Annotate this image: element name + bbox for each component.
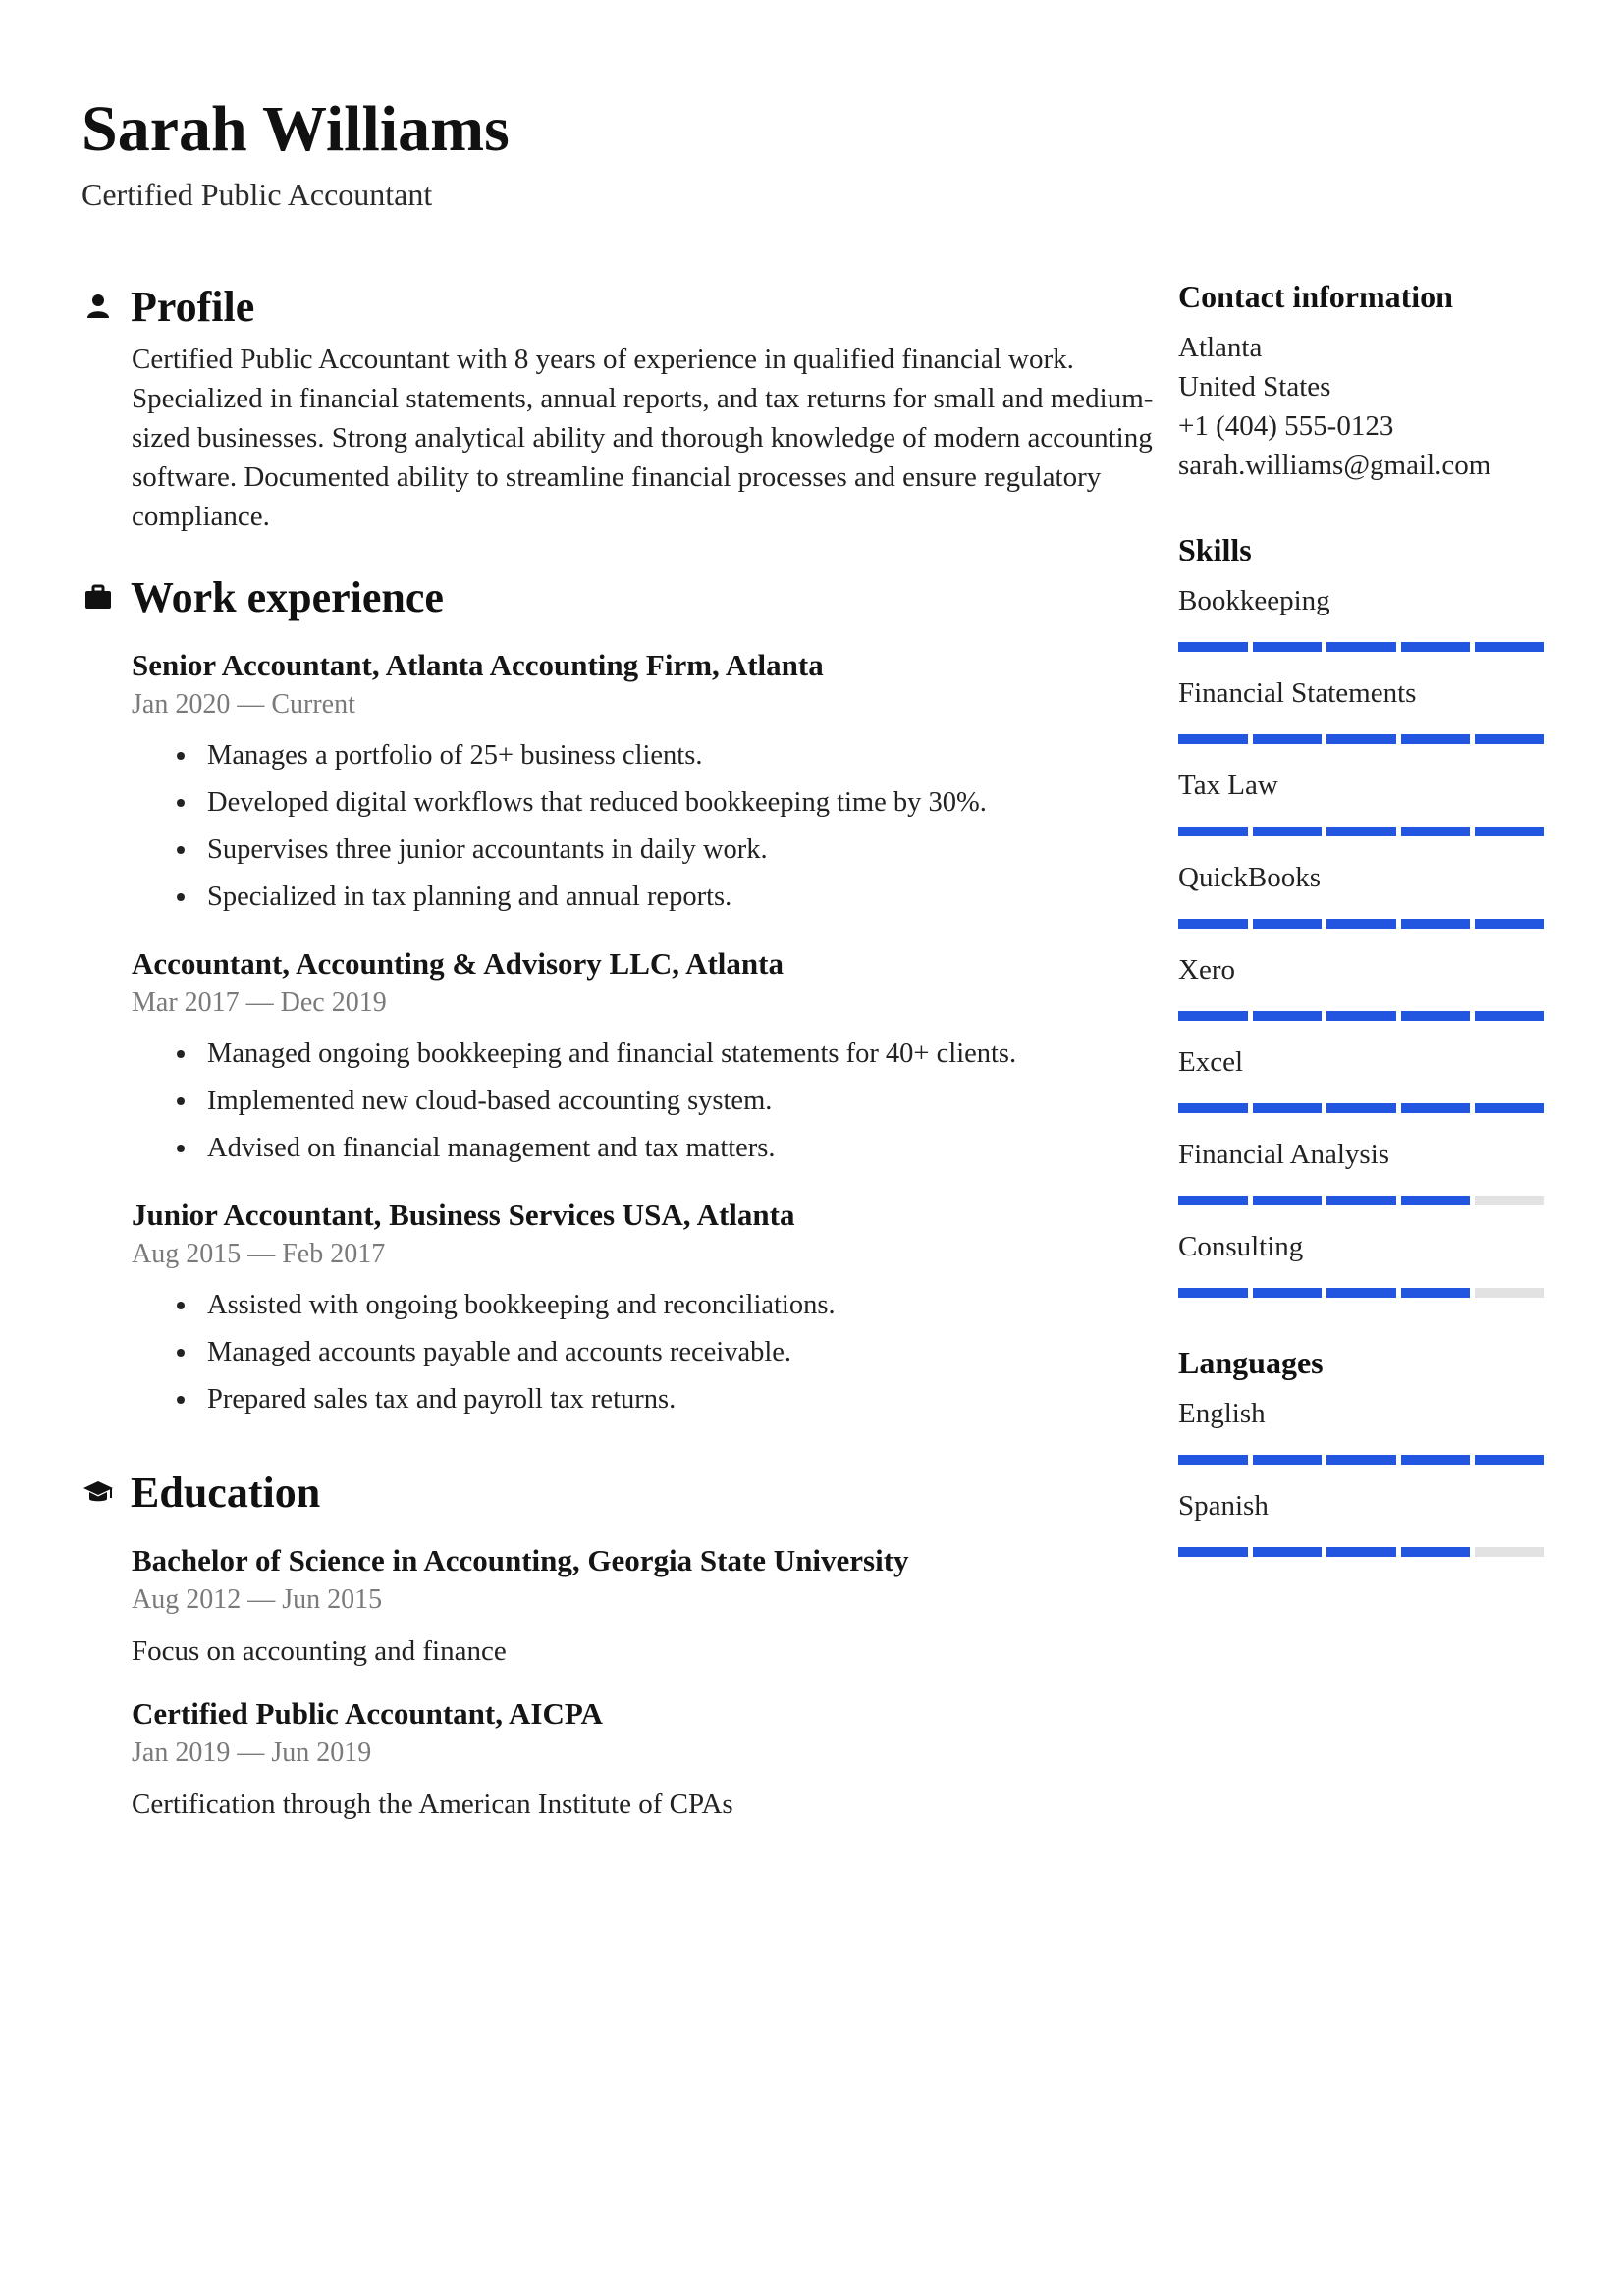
level-segment <box>1253 1547 1323 1557</box>
languages-heading: Languages <box>1178 1345 1324 1380</box>
language-item <box>1178 1394 1544 1465</box>
level-segment <box>1401 1103 1471 1113</box>
section-title: Profile <box>131 282 255 331</box>
level-segment <box>1253 1455 1323 1465</box>
level-segment <box>1475 1011 1544 1021</box>
level-segment <box>1401 734 1471 744</box>
level-bar <box>1178 1288 1544 1298</box>
profile-section <box>81 275 1154 536</box>
languages-section <box>1178 1343 1544 1557</box>
level-bar <box>1178 1547 1544 1557</box>
skills-section <box>1178 530 1544 1298</box>
bullet-text: Managed ongoing bookkeeping and financial statements for 40+ clients. <box>207 1039 1017 1069</box>
level-segment <box>1326 1455 1396 1465</box>
skill-item <box>1178 581 1544 652</box>
languages-list <box>1178 1394 1544 1557</box>
job-bullets <box>132 732 1122 921</box>
skill-item <box>1178 1135 1544 1205</box>
bullet-text: Advised on financial management and tax matters. <box>207 1133 776 1163</box>
level-segment <box>1475 734 1544 744</box>
main-column <box>81 275 1154 1824</box>
level-bar <box>1178 1196 1544 1205</box>
job-bullets <box>132 1282 1122 1423</box>
bullet-item <box>132 1078 1122 1125</box>
resume-header <box>81 90 510 214</box>
level-segment <box>1253 1196 1323 1205</box>
level-segment <box>1326 827 1396 836</box>
level-bar <box>1178 919 1544 929</box>
level-bar <box>1178 1103 1544 1113</box>
level-bar <box>1178 642 1544 652</box>
person-icon <box>81 290 115 323</box>
bullet-dot-icon <box>177 1050 185 1058</box>
level-segment <box>1401 1196 1471 1205</box>
level-name: QuickBooks <box>1178 862 1321 893</box>
bullet-text: Specialized in tax planning and annual reports. <box>207 881 732 912</box>
level-segment <box>1253 1103 1323 1113</box>
level-segment <box>1401 1011 1471 1021</box>
level-segment <box>1253 827 1323 836</box>
section-title: Work experience <box>131 572 444 621</box>
education-heading <box>81 1461 1122 1523</box>
skill-item <box>1178 673 1544 744</box>
job-bullets <box>132 1031 1122 1172</box>
bullet-item <box>132 779 1122 827</box>
level-segment <box>1178 1455 1248 1465</box>
level-segment <box>1401 919 1471 929</box>
skills-list <box>1178 581 1544 1298</box>
education-dates: Jan 2019 — Jun 2019 <box>132 1737 372 1768</box>
job-dates: Jan 2020 — Current <box>132 689 355 720</box>
contact-heading: Contact information <box>1178 279 1453 314</box>
level-name: English <box>1178 1398 1266 1429</box>
contact-email: sarah.williams@gmail.com <box>1178 450 1491 481</box>
level-segment <box>1326 642 1396 652</box>
education-list <box>132 1541 1122 1824</box>
skill-item <box>1178 950 1544 1021</box>
bullet-dot-icon <box>177 846 185 854</box>
level-segment <box>1401 642 1471 652</box>
bullet-item <box>132 732 1122 779</box>
level-segment <box>1475 919 1544 929</box>
education-description: Certification through the American Institute of CPAs <box>132 1789 733 1820</box>
section-title: Education <box>131 1468 321 1517</box>
education-section <box>81 1461 1122 1824</box>
bullet-dot-icon <box>177 1396 185 1404</box>
job-entry <box>132 646 1122 921</box>
skill-item <box>1178 1227 1544 1298</box>
bullet-dot-icon <box>177 1302 185 1309</box>
skill-item <box>1178 858 1544 929</box>
bullet-dot-icon <box>177 1145 185 1152</box>
level-name: Consulting <box>1178 1231 1304 1262</box>
level-segment <box>1253 642 1323 652</box>
level-name: Xero <box>1178 954 1235 986</box>
bullet-item <box>132 874 1122 921</box>
contact-phone: +1 (404) 555-0123 <box>1178 410 1394 442</box>
job-entry <box>132 1196 1122 1423</box>
level-segment <box>1253 734 1323 744</box>
level-segment <box>1178 734 1248 744</box>
level-segment <box>1475 1103 1544 1113</box>
level-segment <box>1326 1288 1396 1298</box>
job-dates: Aug 2015 — Feb 2017 <box>132 1239 386 1269</box>
bullet-text: Developed digital workflows that reduced bookkeeping time by 30%. <box>207 787 987 818</box>
level-name: Spanish <box>1178 1490 1269 1522</box>
level-segment <box>1326 1547 1396 1557</box>
contact-city: Atlanta <box>1178 332 1263 363</box>
bullet-text: Managed accounts payable and accounts receivable. <box>207 1337 792 1367</box>
bullet-item <box>132 1329 1122 1376</box>
bullet-dot-icon <box>177 1349 185 1357</box>
job-entry <box>132 944 1122 1172</box>
level-bar <box>1178 734 1544 744</box>
sidebar <box>1178 275 1544 1578</box>
bullet-text: Supervises three junior accountants in daily work. <box>207 834 768 865</box>
level-segment <box>1253 1011 1323 1021</box>
level-segment <box>1475 642 1544 652</box>
contact-country: United States <box>1178 371 1331 402</box>
work-section <box>81 565 1122 1423</box>
skill-item <box>1178 766 1544 836</box>
level-segment <box>1401 1547 1471 1557</box>
level-segment <box>1401 1288 1471 1298</box>
bullet-item <box>132 1125 1122 1172</box>
work-heading <box>81 565 1122 628</box>
level-segment <box>1253 1288 1323 1298</box>
level-bar <box>1178 1455 1544 1465</box>
level-segment <box>1326 734 1396 744</box>
level-segment <box>1326 1011 1396 1021</box>
skill-item <box>1178 1042 1544 1113</box>
bullet-dot-icon <box>177 752 185 760</box>
bullet-text: Implemented new cloud-based accounting system. <box>207 1086 773 1116</box>
bullet-text: Prepared sales tax and payroll tax returns. <box>207 1384 677 1415</box>
jobs-list <box>132 646 1122 1423</box>
education-entry <box>132 1541 1122 1671</box>
education-entry <box>132 1694 1122 1824</box>
level-segment <box>1178 827 1248 836</box>
bullet-dot-icon <box>177 1097 185 1105</box>
level-segment <box>1253 919 1323 929</box>
level-segment <box>1326 1103 1396 1113</box>
language-item <box>1178 1486 1544 1557</box>
bullet-item <box>132 1282 1122 1329</box>
profile-heading <box>81 275 1122 338</box>
level-segment <box>1475 827 1544 836</box>
level-segment <box>1178 1011 1248 1021</box>
briefcase-icon <box>81 580 115 614</box>
level-segment <box>1178 642 1248 652</box>
education-description: Focus on accounting and finance <box>132 1635 507 1667</box>
level-segment <box>1178 1103 1248 1113</box>
level-bar <box>1178 827 1544 836</box>
job-title: Junior Accountant, Business Services USA, Atlanta <box>132 1198 795 1232</box>
profile-text: Certified Public Accountant with 8 years of experience in qualified financial work. Specialized in financial statements, annual reports, and tax returns for small and medium-sized businesses. Strong analytical ability and thorough knowledge of modern accounting software. Documented ability to streamline financial processes and ensure regulatory compliance. <box>132 344 1154 532</box>
contact-section <box>1178 277 1544 485</box>
candidate-name: Sarah Williams <box>81 93 510 165</box>
level-segment <box>1401 1455 1471 1465</box>
bullet-item <box>132 1376 1122 1423</box>
level-segment <box>1178 919 1248 929</box>
job-dates: Mar 2017 — Dec 2019 <box>132 988 387 1018</box>
level-segment <box>1401 827 1471 836</box>
level-name: Financial Statements <box>1178 677 1417 709</box>
skills-heading: Skills <box>1178 532 1252 567</box>
level-bar <box>1178 1011 1544 1021</box>
level-name: Financial Analysis <box>1178 1139 1390 1170</box>
level-name: Bookkeeping <box>1178 585 1330 616</box>
level-segment <box>1178 1196 1248 1205</box>
level-segment <box>1475 1288 1544 1298</box>
level-segment <box>1475 1196 1544 1205</box>
bullet-text: Assisted with ongoing bookkeeping and reconciliations. <box>207 1290 836 1320</box>
bullet-item <box>132 827 1122 874</box>
bullet-item <box>132 1031 1122 1078</box>
graduation-cap-icon <box>81 1475 115 1509</box>
bullet-text: Manages a portfolio of 25+ business clients. <box>207 740 703 771</box>
education-dates: Aug 2012 — Jun 2015 <box>132 1584 383 1615</box>
education-title: Bachelor of Science in Accounting, Georgia State University <box>132 1543 909 1577</box>
level-name: Excel <box>1178 1046 1244 1078</box>
job-title: Accountant, Accounting & Advisory LLC, Atlanta <box>132 946 784 981</box>
bullet-dot-icon <box>177 799 185 807</box>
level-segment <box>1475 1455 1544 1465</box>
level-name: Tax Law <box>1178 770 1278 801</box>
level-segment <box>1326 1196 1396 1205</box>
level-segment <box>1475 1547 1544 1557</box>
level-segment <box>1326 919 1396 929</box>
bullet-dot-icon <box>177 893 185 901</box>
job-title: Senior Accountant, Atlanta Accounting Firm, Atlanta <box>132 648 824 682</box>
level-segment <box>1178 1547 1248 1557</box>
education-title: Certified Public Accountant, AICPA <box>132 1696 603 1731</box>
candidate-title: Certified Public Accountant <box>81 177 433 212</box>
level-segment <box>1178 1288 1248 1298</box>
